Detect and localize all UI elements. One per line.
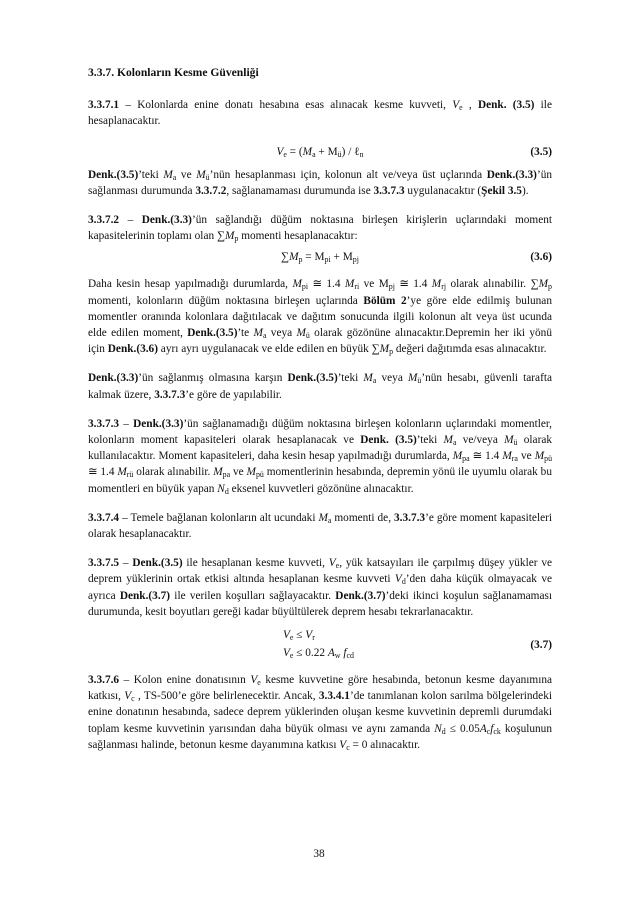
equation-3-5-number: (3.5) xyxy=(530,145,552,158)
paragraph-safe-side: Denk.(3.3)’ün sağlanmış olmasına karşın Denk.(3.5)’teki $M_a$ veya $M_ü’nün$ hesabı, güvenli tarafta kalmak üzere, 3.3.7.3’e göre de yapılabilir. xyxy=(88,372,552,401)
paragraph-3-3-7-2: 3.3.7.2 – Denk.(3.3)’ün sağlandığı düğüm noktasına birleşen kirişlerin uçlarındaki moment kapasitelerinin toplamı olan $\sum M_p$ momenti hesaplanacaktır: xyxy=(88,214,553,244)
page-number: 38 xyxy=(313,848,325,860)
paragraph-3-3-7-3: 3.3.7.3 – Denk.(3.3)’ün sağlanamadığı düğüm noktasına birleşen kolonların uçlarındaki momentler, kolonların moment kapasiteleri olarak hesaplanacak ve Denk. (3.5)’teki $M_a$ ve/veya $M_ü$ olarak kullanılacaktır. Moment kapasiteleri, daha kesin hesap yapılmadığı durumlarda, $M_{pa}$ ≅ 1.4 $M_{ra}$ ve $M_{pü}$ ≅ 1.4 $M_{rü}$ olarak alınabilir. $M_{pa}$ ve $M_{pü}$ momentlerinin hesabında, depremin yönü ile uyumlu olarak bu momentleri en büyük yapan $N_d$ eksenel kuvvetleri gözönüne alınacaktır. xyxy=(88,417,553,496)
equation-3-6 xyxy=(88,248,552,266)
page-content xyxy=(88,65,552,766)
equation-3-7-line-1: $V_e \le V_r$ xyxy=(283,629,315,643)
paragraph-3-3-7-6: 3.3.7.6 – Kolon enine donatısının $V_e$ kesme kuvvetine göre hesabında, betonun kesme dayanımına katkısı, $V_c$ , TS-500’e göre belirlenecektir. Ancak, 3.3.4.1’de tanımlanan kolon sarılma bölgelerindeki enine donatının hesabında, sadece deprem yüklerinden oluşan kesme kuvvetinin depremli durumdaki toplam kesme kuvvetinin yarısından daha büyük olması ve aynı zamanda $N_d \le 0.05A_cf_{ck}$ koşulunun sağlanması halinde, betonun kesme dayanımına katkısı $V_c = 0$ alınacaktır. xyxy=(88,674,553,752)
paragraph-3-3-7-4: 3.3.7.4 – Temele bağlanan kolonların alt ucundaki $M_a$ momenti de, 3.3.7.3’e göre moment kapasiteleri olarak hesaplanacaktır. xyxy=(88,511,553,541)
equation-3-7 xyxy=(88,626,552,664)
equation-3-6-formula: $\sum M_p = M_{pi} + M_{pj}$ xyxy=(281,251,359,265)
equation-3-7-lines xyxy=(283,626,354,662)
paragraph-moment-distribution: Daha kesin hesap yapılmadığı durumlarda, $M_{pi}$ ≅ 1.4 $M_{ri}$ ve $M_{pj}$ ≅ 1.4 $M_{rj}$ olarak alınabilir. $\sum M_p$ momenti, kolonların düğüm noktasına birleşen uçlarında Bölüm 2’ye göre elde edilmiş bulunan momentler oranında kolonlara dağıtılacak ve dağıtım sonucunda ilgili kolonun alt veya üst ucunda elde edilen moment, Denk.(3.5)’te $M_a$ veya $M_ü$ olarak gözönüne alınacaktır.Depremin her iki yönü için Denk.(3.6) ayrı ayrı uygulanacak ve elde edilen en büyük $\sum M_p$ değeri dağıtımda esas alınacaktır. xyxy=(88,278,552,357)
equation-3-7-number: (3.7) xyxy=(530,639,552,652)
equation-3-5-formula: $V_e = (M_a + M_ü)$ / ℓ$_n$ xyxy=(276,145,364,159)
paragraph-3-3-7-1: 3.3.7.1 – Kolonlarda enine donatı hesabına esas alınacak kesme kuvveti, $V_e$ , Denk. (3.5) ile hesaplanacaktır. xyxy=(88,99,552,128)
equation-3-7-line-2: $V_e \le 0.22$ $A_w$ $f_{cd}$ xyxy=(283,647,354,661)
equation-3-6-number: (3.6) xyxy=(530,251,552,264)
equation-3-5 xyxy=(88,143,552,161)
paragraph-3-3-7-5: 3.3.7.5 – Denk.(3.5) ile hesaplanan kesme kuvveti, $V_e$, yük katsayıları ile çarpılmış düşey yükler ve deprem yüklerinin ortak etkisi altında hesaplanan kesme kuvveti $V_d’den$ daha küçük olmayacak ve ayrıca Denk.(3.7) ile verilen koşulları sağlayacaktır. Denk.(3.7)’deki ikinci koşulun sağlanamaması durumunda, kesit boyutları gereği kadar büyültülerek deprem hesabı tekrarlanacaktır. xyxy=(88,557,552,618)
paragraph-denk-3-5-note: Denk.(3.5)’teki $M_a$ ve $M_ü’nün$ hesaplanması için, kolonun alt ve/veya üst uçlarında Denk.(3.3)’ün sağlanması durumunda 3.3.7.2, sağlanamaması durumunda ise 3.3.7.3 uygulanacaktır (Şekil 3.5). xyxy=(88,168,552,197)
section-title: 3.3.7. Kolonların Kesme Güvenliği xyxy=(88,66,259,79)
